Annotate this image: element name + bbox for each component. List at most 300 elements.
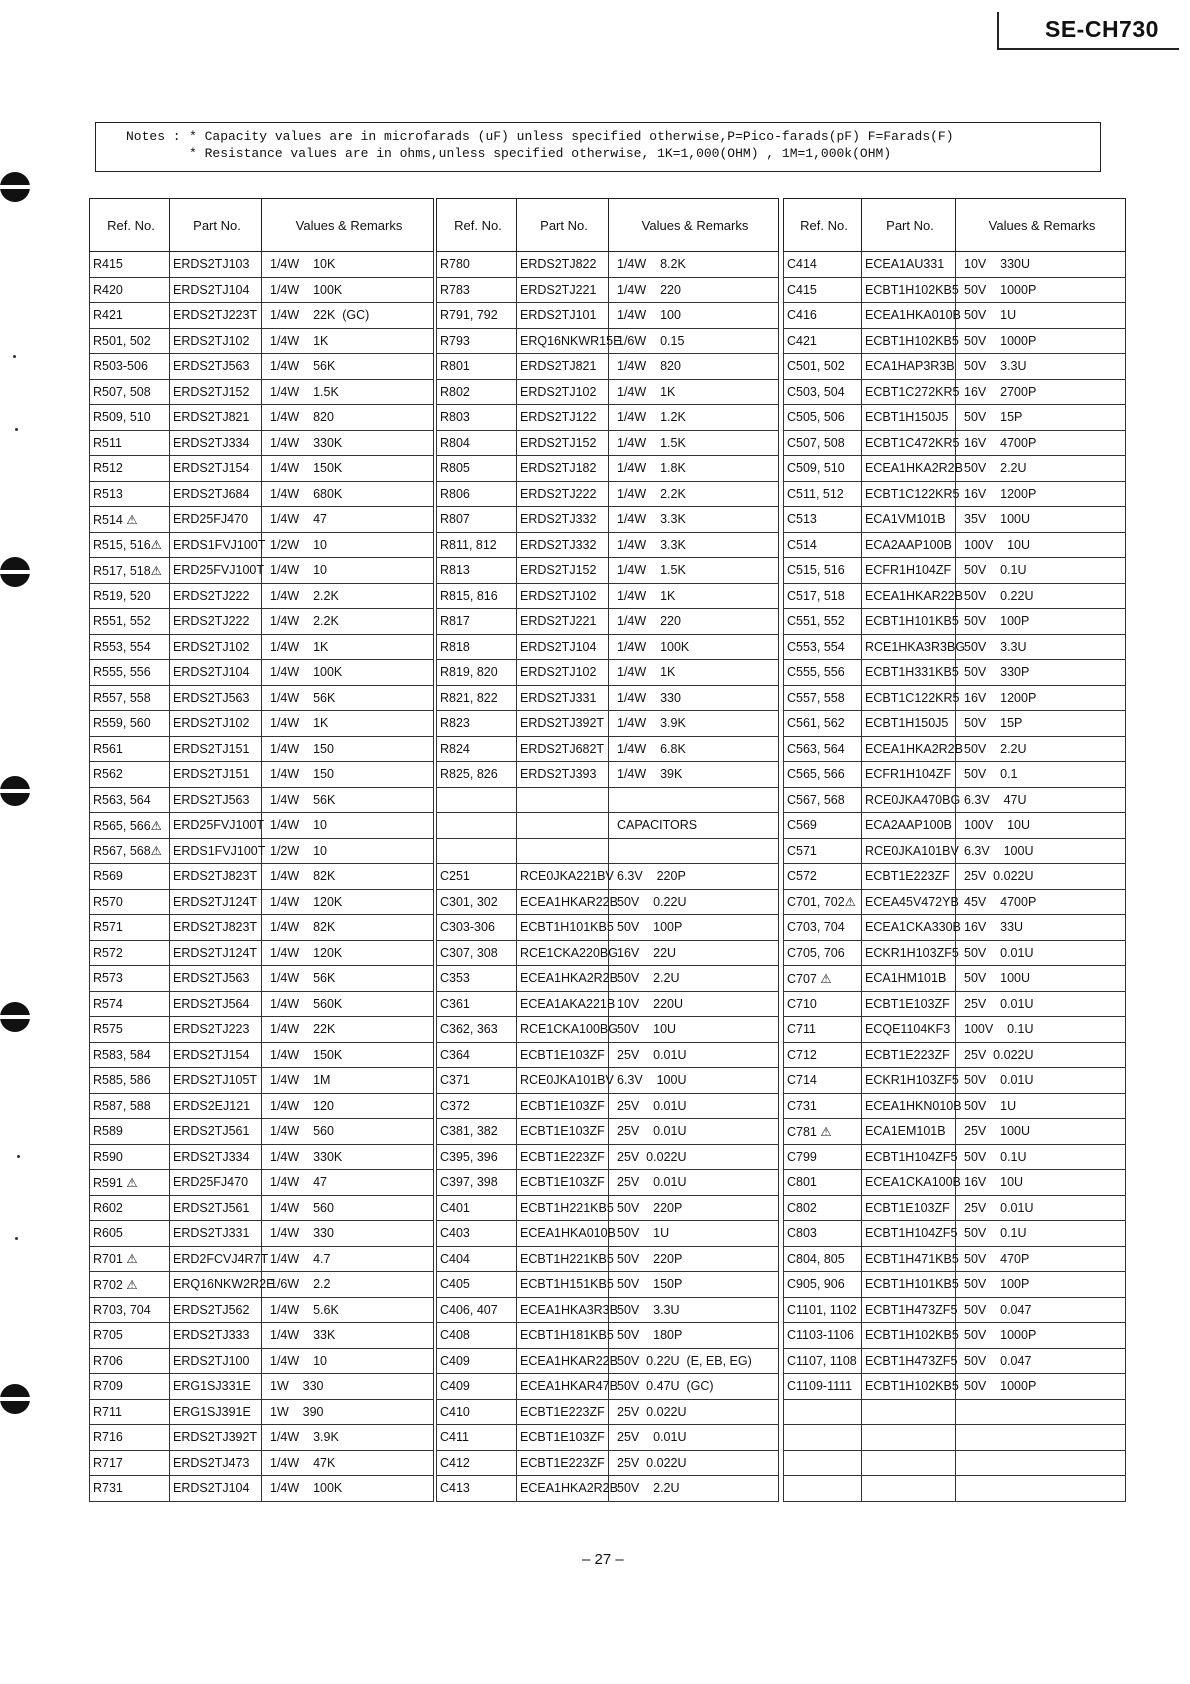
ref-no-cell: [437, 813, 517, 839]
value-cell: 1/4W 330: [609, 685, 779, 711]
part-no-cell: ECBT1H102KB5: [862, 328, 956, 354]
table-row: [90, 532, 434, 558]
ref-no-cell: C714: [784, 1068, 862, 1094]
part-no-cell: [862, 1450, 956, 1476]
table-row: [784, 1399, 1126, 1425]
table-row: [437, 1450, 779, 1476]
part-no-cell: ERDS2TJ124T: [170, 940, 262, 966]
value-cell: 50V 0.1U: [956, 1144, 1126, 1170]
part-no-cell: RCE1CKA100BG: [517, 1017, 609, 1043]
part-no-cell: ERDS2TJ222: [170, 609, 262, 635]
ref-no-cell: C563, 564: [784, 736, 862, 762]
ref-no-cell: R587, 588: [90, 1093, 170, 1119]
table-row: [90, 558, 434, 584]
table-row: [437, 303, 779, 329]
table-row: [90, 813, 434, 839]
value-cell: 100V 10U: [956, 532, 1126, 558]
part-no-cell: ERDS2TJ102: [170, 711, 262, 737]
part-no-cell: ERDS2TJ222: [170, 583, 262, 609]
table-row: [90, 1195, 434, 1221]
col-ref-no: Ref. No.: [90, 199, 170, 252]
part-no-cell: ECBT1C472KR5: [862, 430, 956, 456]
part-no-cell: ECEA1HKA010B: [862, 303, 956, 329]
value-cell: 1W 330: [262, 1374, 434, 1400]
part-no-cell: ERDS2TJ821: [170, 405, 262, 431]
table-row: [437, 1246, 779, 1272]
ref-no-cell: C404: [437, 1246, 517, 1272]
part-no-cell: [862, 1399, 956, 1425]
table-row: [784, 1221, 1126, 1247]
ref-no-cell: C408: [437, 1323, 517, 1349]
value-cell: [956, 1399, 1126, 1425]
part-no-cell: RCE0JKA101BV: [517, 1068, 609, 1094]
ref-no-cell: C421: [784, 328, 862, 354]
value-cell: 1/4W 330: [262, 1221, 434, 1247]
value-cell: 1/4W 1.5K: [609, 558, 779, 584]
notes-label: Notes :: [126, 129, 181, 144]
value-cell: 50V 100P: [609, 915, 779, 941]
ref-no-cell: R821, 822: [437, 685, 517, 711]
notes-box: [95, 122, 1101, 172]
table-row: [784, 481, 1126, 507]
table-row: [784, 1144, 1126, 1170]
part-no-cell: ERDS2TJ682T: [517, 736, 609, 762]
value-cell: 25V 0.022U: [609, 1144, 779, 1170]
part-no-cell: ERD25FJ470: [170, 1170, 262, 1196]
ref-no-cell: R514 ⚠: [90, 507, 170, 533]
part-no-cell: ECEA1HKA2R2B: [517, 1476, 609, 1502]
ref-no-cell: R702 ⚠: [90, 1272, 170, 1298]
model-header: [997, 12, 1179, 50]
value-cell: 1/4W 150: [262, 762, 434, 788]
part-no-cell: ERDS2TJ104: [170, 660, 262, 686]
table-row: [437, 1297, 779, 1323]
value-cell: 50V 180P: [609, 1323, 779, 1349]
part-no-cell: ECBT1C122KR5: [862, 481, 956, 507]
table-row: [90, 328, 434, 354]
value-cell: 50V 100P: [956, 609, 1126, 635]
part-no-cell: ERDS2TJ332: [517, 507, 609, 533]
binder-hole-mark: [0, 776, 30, 806]
table-row: [90, 405, 434, 431]
table-row: [90, 583, 434, 609]
table-row: [437, 660, 779, 686]
value-cell: 1/4W 56K: [262, 966, 434, 992]
part-no-cell: ERDS2TJ124T: [170, 889, 262, 915]
ref-no-cell: C415: [784, 277, 862, 303]
value-cell: 16V 10U: [956, 1170, 1126, 1196]
value-cell: 50V 0.22U: [956, 583, 1126, 609]
ref-no-cell: R573: [90, 966, 170, 992]
ref-no-cell: C513: [784, 507, 862, 533]
value-cell: 1/4W 820: [609, 354, 779, 380]
ref-no-cell: R804: [437, 430, 517, 456]
value-cell: 1/4W 10: [262, 1348, 434, 1374]
ref-no-cell: C803: [784, 1221, 862, 1247]
ref-no-cell: [784, 1450, 862, 1476]
part-no-cell: ERDS2TJ392T: [170, 1425, 262, 1451]
ref-no-cell: R783: [437, 277, 517, 303]
value-cell: 50V 2.2U: [956, 456, 1126, 482]
ref-no-cell: R705: [90, 1323, 170, 1349]
table-row: [437, 685, 779, 711]
ref-no-cell: R605: [90, 1221, 170, 1247]
part-no-cell: ERDS2TJ101: [517, 303, 609, 329]
table-row: [784, 1042, 1126, 1068]
part-no-cell: ECBT1H471KB5: [862, 1246, 956, 1272]
table-row: [437, 864, 779, 890]
part-no-cell: ERDS2TJ334: [170, 430, 262, 456]
table-row: [90, 609, 434, 635]
part-no-cell: ECBT1H473ZF5: [862, 1297, 956, 1323]
part-no-cell: ERDS2TJ562: [170, 1297, 262, 1323]
table-row: [437, 1093, 779, 1119]
table-row: [784, 303, 1126, 329]
table-row: [90, 1450, 434, 1476]
part-no-cell: ECBT1C272KR5: [862, 379, 956, 405]
part-no-cell: ECBT1H101KB5: [862, 609, 956, 635]
part-no-cell: ERDS2TJ104: [170, 1476, 262, 1502]
col-part-no: Part No.: [170, 199, 262, 252]
ref-no-cell: C353: [437, 966, 517, 992]
table-row: [437, 1221, 779, 1247]
table-row: [784, 277, 1126, 303]
ref-no-cell: R421: [90, 303, 170, 329]
value-cell: 50V 1000P: [956, 1323, 1126, 1349]
value-cell: 16V 33U: [956, 915, 1126, 941]
value-cell: [609, 838, 779, 864]
part-no-cell: RCE0JKA221BV: [517, 864, 609, 890]
table-row: [90, 379, 434, 405]
part-no-cell: ERG1SJ391E: [170, 1399, 262, 1425]
ref-no-cell: R583, 584: [90, 1042, 170, 1068]
binder-hole-mark: [0, 1002, 30, 1032]
part-no-cell: ERDS2TJ563: [170, 966, 262, 992]
table-row: [90, 277, 434, 303]
value-cell: 1/4W 1K: [609, 660, 779, 686]
value-cell: CAPACITORS: [609, 813, 779, 839]
value-cell: 1/4W 2.2K: [609, 481, 779, 507]
part-no-cell: ERDS2TJ102: [517, 379, 609, 405]
ref-no-cell: C802: [784, 1195, 862, 1221]
table-row: [784, 456, 1126, 482]
table-row: [437, 736, 779, 762]
ref-no-cell: R572: [90, 940, 170, 966]
value-cell: 1/2W 10: [262, 532, 434, 558]
page-number: – 27 –: [582, 1551, 624, 1568]
value-cell: 1/4W 150: [262, 736, 434, 762]
part-no-cell: ECEA1HKAR22B: [862, 583, 956, 609]
value-cell: [956, 1450, 1126, 1476]
table-row: [437, 354, 779, 380]
ref-no-cell: R561: [90, 736, 170, 762]
part-no-cell: ERDS2TJ563: [170, 354, 262, 380]
part-no-cell: ECBT1H181KB5: [517, 1323, 609, 1349]
value-cell: 50V 0.1: [956, 762, 1126, 788]
table-row: [784, 609, 1126, 635]
ref-no-cell: R415: [90, 252, 170, 278]
ref-no-cell: C801: [784, 1170, 862, 1196]
part-no-cell: ERDS2TJ222: [517, 481, 609, 507]
ref-no-cell: R501, 502: [90, 328, 170, 354]
ref-no-cell: C395, 396: [437, 1144, 517, 1170]
part-no-cell: ECBT1H151KB5: [517, 1272, 609, 1298]
ref-no-cell: R553, 554: [90, 634, 170, 660]
table-row: [784, 991, 1126, 1017]
table-row: [90, 252, 434, 278]
part-no-cell: ECBT1E103ZF: [517, 1119, 609, 1145]
part-no-cell: ECA1HAP3R3B: [862, 354, 956, 380]
ref-no-cell: C501, 502: [784, 354, 862, 380]
part-no-cell: ERDS1FVJ100T: [170, 838, 262, 864]
part-no-cell: ECEA1CKA100B: [862, 1170, 956, 1196]
table-row: [437, 1170, 779, 1196]
value-cell: 1/4W 5.6K: [262, 1297, 434, 1323]
ref-no-cell: C701, 702⚠: [784, 889, 862, 915]
value-cell: 50V 0.01U: [956, 1068, 1126, 1094]
table-row: [784, 1093, 1126, 1119]
value-cell: 50V 1000P: [956, 1374, 1126, 1400]
ref-no-cell: [784, 1476, 862, 1502]
part-no-cell: ECA1HM101B: [862, 966, 956, 992]
part-no-cell: ECEA1AKA221B: [517, 991, 609, 1017]
part-no-cell: [517, 838, 609, 864]
part-no-cell: ECBT1H150J5: [862, 405, 956, 431]
table-row: [784, 1323, 1126, 1349]
value-cell: 6.3V 100U: [956, 838, 1126, 864]
part-no-cell: ECEA1HKN010B: [862, 1093, 956, 1119]
ref-no-cell: C1103-1106: [784, 1323, 862, 1349]
part-no-cell: ERDS2TJ102: [517, 660, 609, 686]
part-no-cell: ECBT1H102KB5: [862, 1374, 956, 1400]
ref-no-cell: R824: [437, 736, 517, 762]
ref-no-cell: C569: [784, 813, 862, 839]
table-row: [90, 864, 434, 890]
col-part-no: Part No.: [517, 199, 609, 252]
table-row: [437, 430, 779, 456]
ref-no-cell: C303-306: [437, 915, 517, 941]
table-row: [784, 660, 1126, 686]
value-cell: 1/4W 47: [262, 1170, 434, 1196]
ref-no-cell: C409: [437, 1374, 517, 1400]
table-row: [784, 1425, 1126, 1451]
value-cell: 1/4W 1K: [262, 711, 434, 737]
table-row: [784, 889, 1126, 915]
value-cell: 1/4W 3.9K: [262, 1425, 434, 1451]
ref-no-cell: R519, 520: [90, 583, 170, 609]
ref-no-cell: C371: [437, 1068, 517, 1094]
scan-speck: [13, 355, 16, 358]
part-no-cell: ECBT1E223ZF: [862, 1042, 956, 1068]
table-row: [90, 1170, 434, 1196]
ref-no-cell: C905, 906: [784, 1272, 862, 1298]
ref-no-cell: C251: [437, 864, 517, 890]
part-no-cell: ECBT1E223ZF: [862, 864, 956, 890]
ref-no-cell: C409: [437, 1348, 517, 1374]
value-cell: 1/4W 22K (GC): [262, 303, 434, 329]
part-no-cell: ECBT1E103ZF: [517, 1093, 609, 1119]
value-cell: 1/4W 33K: [262, 1323, 434, 1349]
table-row: [437, 889, 779, 915]
table-row: [784, 762, 1126, 788]
ref-no-cell: R706: [90, 1348, 170, 1374]
ref-no-cell: R570: [90, 889, 170, 915]
value-cell: 50V 1U: [956, 303, 1126, 329]
value-cell: 16V 1200P: [956, 481, 1126, 507]
table-row: [437, 1399, 779, 1425]
ref-no-cell: C711: [784, 1017, 862, 1043]
parts-table-right: [783, 198, 1126, 1502]
ref-no-cell: C561, 562: [784, 711, 862, 737]
value-cell: 50V 0.1U: [956, 1221, 1126, 1247]
ref-no-cell: C553, 554: [784, 634, 862, 660]
part-no-cell: ECBT1E223ZF: [517, 1144, 609, 1170]
table-row: [784, 1195, 1126, 1221]
table-row: [90, 966, 434, 992]
parts-table-left: [89, 198, 434, 1502]
table-row: [784, 1476, 1126, 1502]
value-cell: 1/4W 2.2K: [262, 583, 434, 609]
ref-no-cell: R703, 704: [90, 1297, 170, 1323]
value-cell: 1/4W 100K: [262, 660, 434, 686]
table-row: [437, 1425, 779, 1451]
table-row: [784, 966, 1126, 992]
table-row: [90, 354, 434, 380]
value-cell: 1/4W 47K: [262, 1450, 434, 1476]
ref-no-cell: R731: [90, 1476, 170, 1502]
value-cell: 50V 150P: [609, 1272, 779, 1298]
part-no-cell: ERDS2TJ823T: [170, 915, 262, 941]
col-part-no: Part No.: [862, 199, 956, 252]
table-row: [784, 1119, 1126, 1145]
ref-no-cell: C1109-1111: [784, 1374, 862, 1400]
value-cell: 16V 4700P: [956, 430, 1126, 456]
part-no-cell: [862, 1425, 956, 1451]
table-row: [437, 456, 779, 482]
table-row: [784, 379, 1126, 405]
ref-no-cell: R507, 508: [90, 379, 170, 405]
table-row: [437, 1042, 779, 1068]
part-no-cell: ECEA1HKAR47B: [517, 1374, 609, 1400]
ref-no-cell: C411: [437, 1425, 517, 1451]
part-no-cell: ECBT1E223ZF: [517, 1450, 609, 1476]
ref-no-cell: [784, 1425, 862, 1451]
value-cell: 1/4W 120K: [262, 940, 434, 966]
value-cell: 25V 0.022U: [609, 1399, 779, 1425]
binder-hole-mark: [0, 172, 30, 202]
ref-no-cell: C505, 506: [784, 405, 862, 431]
part-no-cell: ECBT1H101KB5: [862, 1272, 956, 1298]
table-row: [90, 1272, 434, 1298]
part-no-cell: ERDS1FVJ100T: [170, 532, 262, 558]
part-no-cell: RCE1HKA3R3BG: [862, 634, 956, 660]
value-cell: [956, 1425, 1126, 1451]
table-row: [437, 838, 779, 864]
table-row: [90, 1119, 434, 1145]
part-no-cell: ERDS2TJ822: [517, 252, 609, 278]
table-row: [437, 481, 779, 507]
value-cell: [609, 787, 779, 813]
part-no-cell: RCE1CKA220BG: [517, 940, 609, 966]
part-no-cell: ECEA1HKA3R3B: [517, 1297, 609, 1323]
table-row: [437, 609, 779, 635]
value-cell: 1/4W 330K: [262, 430, 434, 456]
ref-no-cell: R557, 558: [90, 685, 170, 711]
scan-speck: [17, 1155, 20, 1158]
table-row: [437, 328, 779, 354]
part-no-cell: ERDS2TJ104: [517, 634, 609, 660]
ref-no-cell: R517, 518⚠: [90, 558, 170, 584]
ref-no-cell: C301, 302: [437, 889, 517, 915]
part-no-cell: ERDS2TJ564: [170, 991, 262, 1017]
col-ref-no: Ref. No.: [437, 199, 517, 252]
table-row: [784, 940, 1126, 966]
part-no-cell: ERDS2TJ392T: [517, 711, 609, 737]
part-no-cell: [517, 787, 609, 813]
value-cell: 45V 4700P: [956, 889, 1126, 915]
part-no-cell: ECEA1HKA010B: [517, 1221, 609, 1247]
table-row: [90, 711, 434, 737]
ref-no-cell: C381, 382: [437, 1119, 517, 1145]
value-cell: 1/4W 1K: [262, 634, 434, 660]
table-row: [437, 813, 779, 839]
part-no-cell: ECBT1E103ZF: [862, 991, 956, 1017]
table-row: [437, 991, 779, 1017]
part-no-cell: ECKR1H103ZF5: [862, 1068, 956, 1094]
value-cell: 10V 330U: [956, 252, 1126, 278]
part-no-cell: [862, 1476, 956, 1502]
model-title: SE-CH730: [1045, 16, 1159, 42]
scan-speck: [15, 1237, 18, 1240]
ref-no-cell: C414: [784, 252, 862, 278]
value-cell: 1/4W 820: [262, 405, 434, 431]
part-no-cell: ECEA1HKAR22B: [517, 1348, 609, 1374]
value-cell: 50V 1U: [956, 1093, 1126, 1119]
ref-no-cell: C710: [784, 991, 862, 1017]
value-cell: 50V 100P: [956, 1272, 1126, 1298]
table-row: [90, 660, 434, 686]
binder-hole-mark: [0, 1384, 30, 1414]
table-row: [437, 1195, 779, 1221]
ref-no-cell: [784, 1399, 862, 1425]
table-row: [90, 787, 434, 813]
part-no-cell: ERQ16NKW2R2E: [170, 1272, 262, 1298]
part-no-cell: ECFR1H104ZF: [862, 558, 956, 584]
part-no-cell: ERDS2TJ152: [170, 379, 262, 405]
part-no-cell: ECBT1E103ZF: [517, 1042, 609, 1068]
table-row: [437, 1374, 779, 1400]
table-row: [437, 762, 779, 788]
ref-no-cell: C307, 308: [437, 940, 517, 966]
value-cell: 25V 100U: [956, 1119, 1126, 1145]
ref-no-cell: C509, 510: [784, 456, 862, 482]
table-row: [784, 1272, 1126, 1298]
part-no-cell: ERDS2TJ331: [517, 685, 609, 711]
table-row: [784, 787, 1126, 813]
ref-no-cell: R815, 816: [437, 583, 517, 609]
part-no-cell: ERDS2TJ102: [170, 328, 262, 354]
value-cell: 1/4W 3.3K: [609, 532, 779, 558]
part-no-cell: ECBT1H104ZF5: [862, 1221, 956, 1247]
part-no-cell: ERDS2TJ223: [170, 1017, 262, 1043]
ref-no-cell: R555, 556: [90, 660, 170, 686]
part-no-cell: ECBT1H102KB5: [862, 1323, 956, 1349]
part-no-cell: ERD25FJ470: [170, 507, 262, 533]
value-cell: 1/6W 2.2: [262, 1272, 434, 1298]
value-cell: 50V 0.22U: [609, 889, 779, 915]
part-no-cell: ERDS2TJ223T: [170, 303, 262, 329]
ref-no-cell: R711: [90, 1399, 170, 1425]
